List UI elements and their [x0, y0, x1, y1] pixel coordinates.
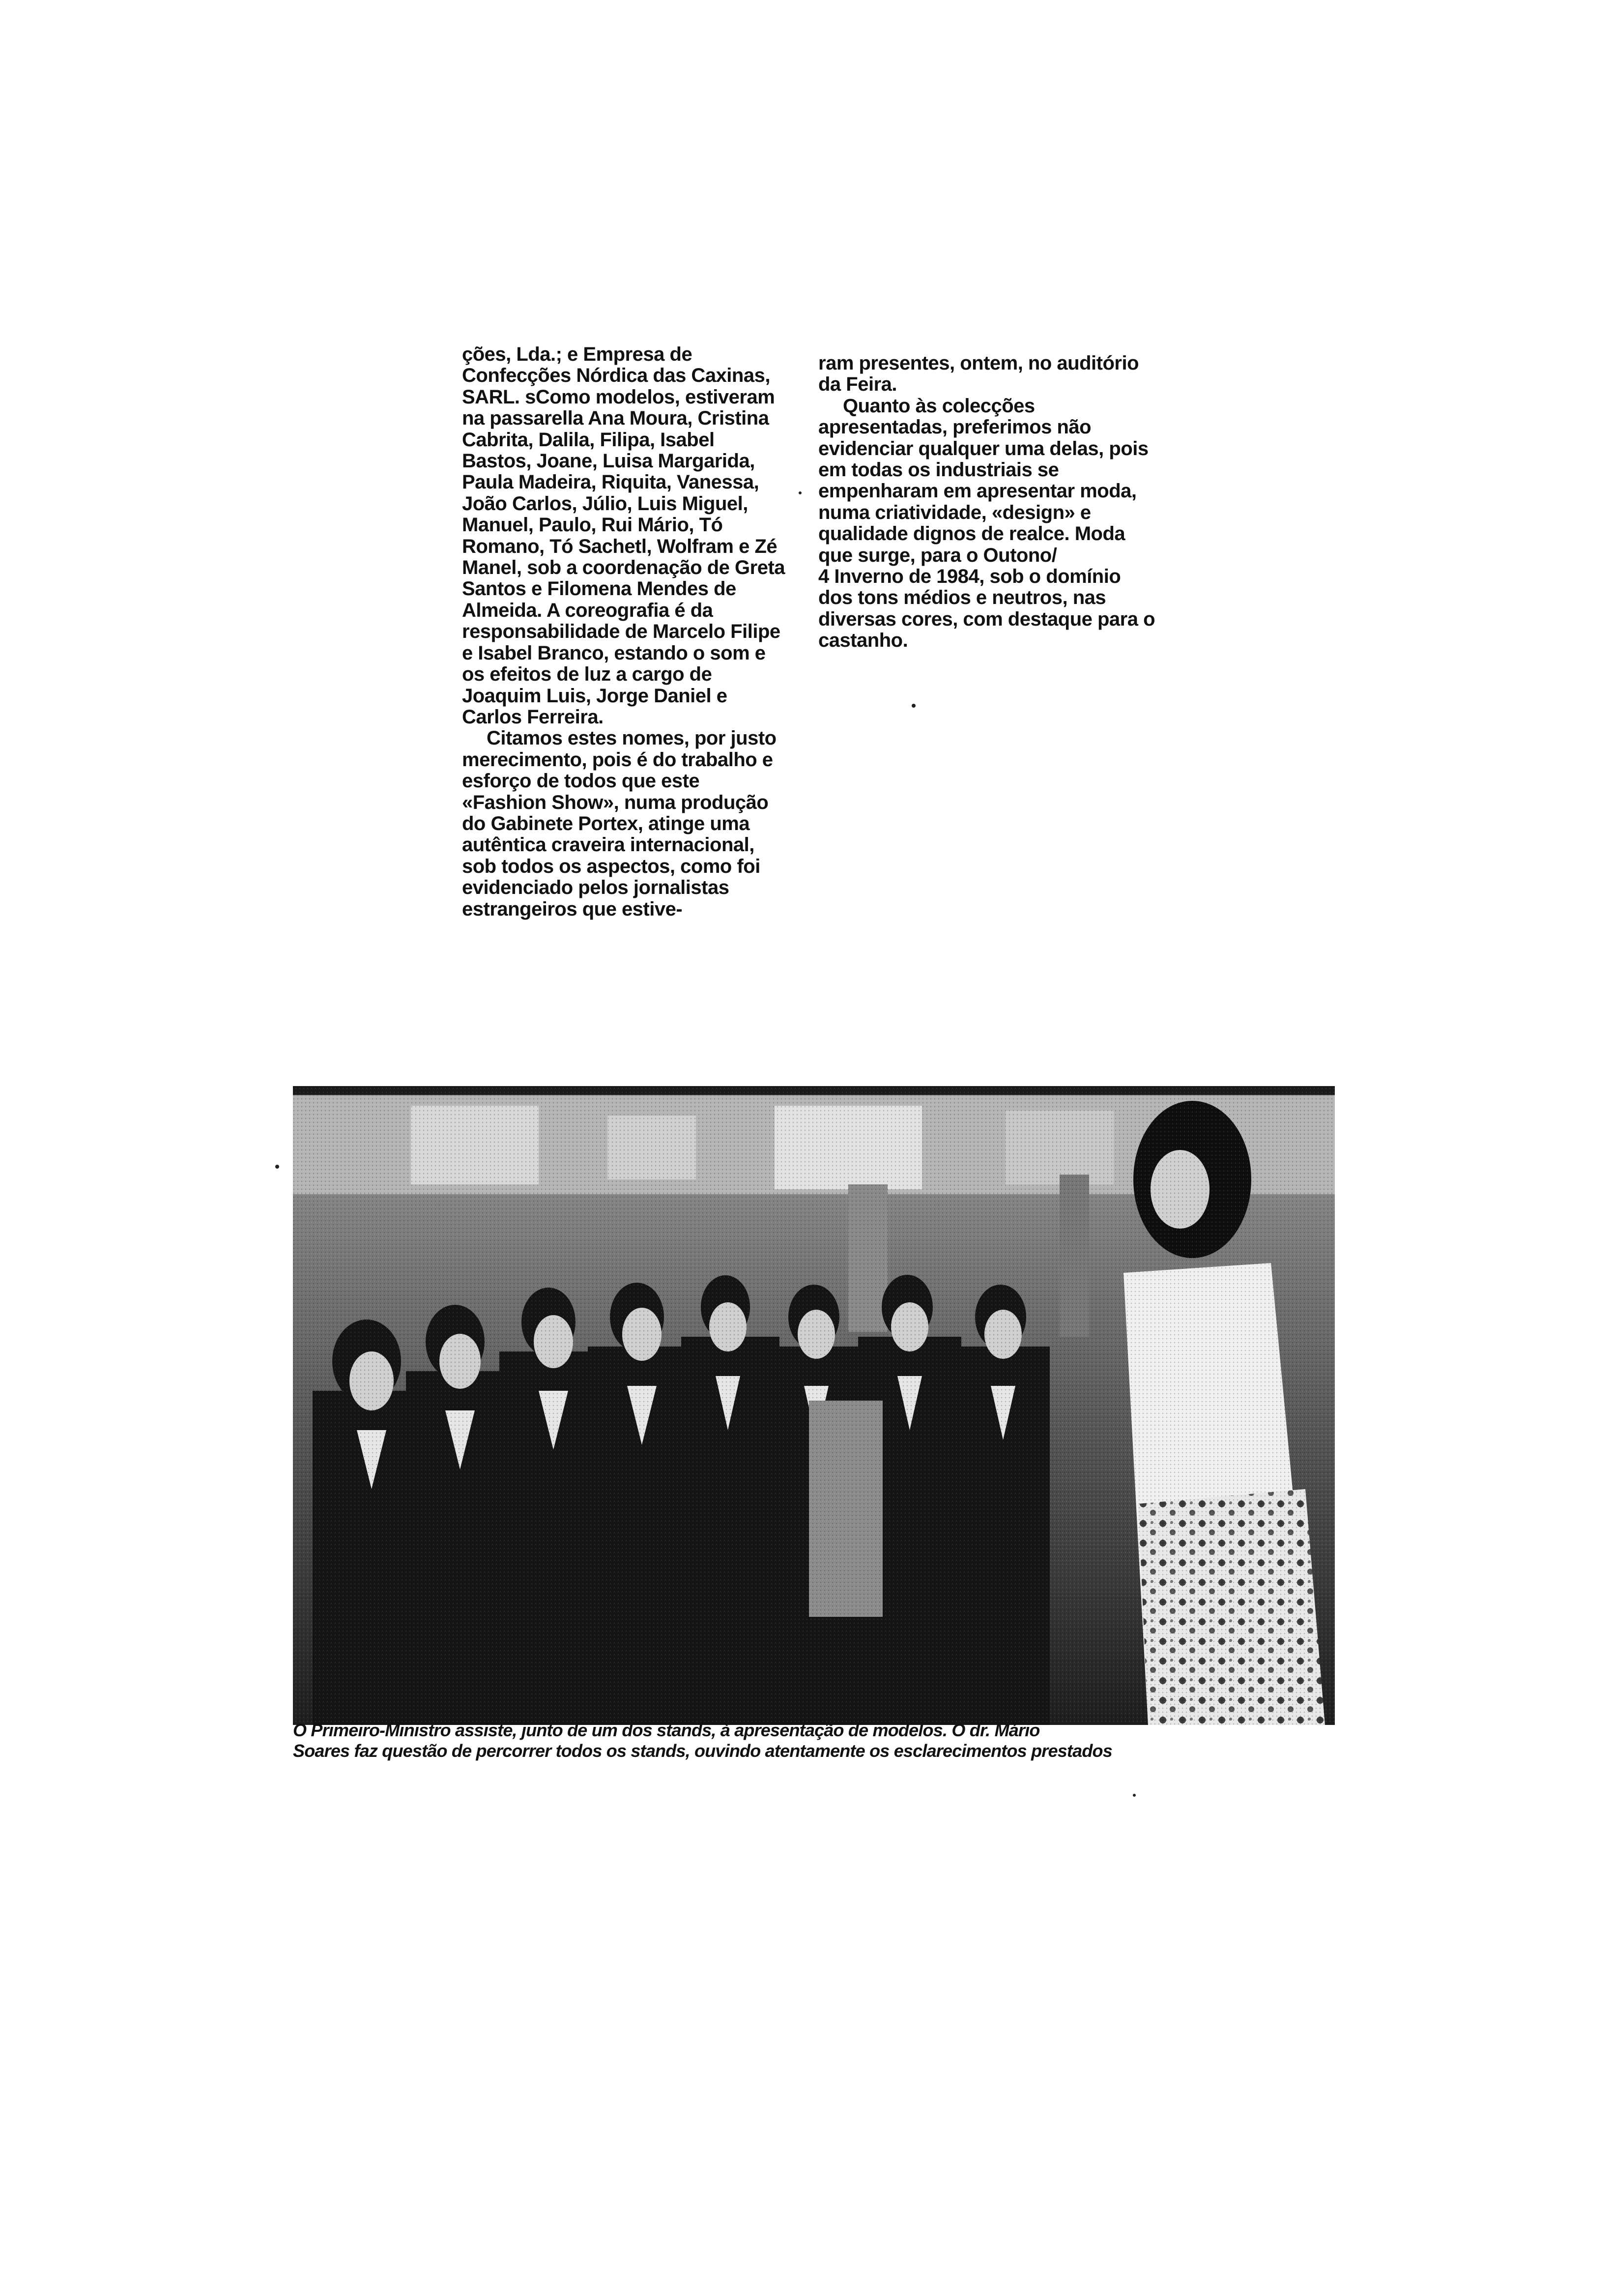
scan-speck — [1133, 1794, 1136, 1797]
news-photo — [293, 1086, 1335, 1725]
article-paragraph: Quanto às colecções apresentadas, preferimos não evidenciar qualquer uma delas, pois em todas os industriais se empenharam em apresentar moda, numa criatividade, «design» e qualidade dignos de realce. Moda que surge, para o Outono/ — [818, 395, 1149, 566]
caption-line: O Primeiro-Ministro assiste, junto de um dos stands, à apresentação de modelos. O dr. Mário — [293, 1720, 1040, 1740]
scan-speck — [799, 491, 802, 494]
photo-crowd-illustration — [293, 1086, 1335, 1725]
photo-caption — [293, 1720, 1340, 1761]
scan-speck — [912, 704, 916, 708]
article-right-column — [818, 353, 1157, 652]
article-paragraph: ram presentes, ontem, no auditório da Feira. — [818, 352, 1139, 396]
article-paragraph: ções, Lda.; e Empresa de Confecções Nórdica das Caxinas, SARL. sComo modelos, estiveram na passarella Ana Moura, Cristina Cabrita, Dalila, Filipa, Isabel Bastos, Joane, Luisa Margarida, Paula Madeira, Riquita, Vanessa, João Carlos, Júlio, Luis Miguel, Manuel, Paulo, Rui Mário, Tó Romano, Tó Sachetl, Wolfram e Zé Manel, sob a coordenação de Greta Santos e Filomena Mendes de Almeida. A coreografia é da responsabilidade de Marcelo Filipe e Isabel Branco, estando o som e os efeitos de luz a cargo de Joaquim Luis, Jorge Daniel e Carlos Ferreira. — [462, 344, 785, 728]
article-left-column — [462, 344, 786, 920]
article-paragraph: 4 Inverno de 1984, sob o domínio dos tons médios e neutros, nas diversas cores, com destaque para o castanho. — [818, 566, 1155, 652]
caption-line: Soares faz questão de percorrer todos os stands, ouvindo atentamente os esclarecimentos prestados — [293, 1741, 1112, 1761]
article-paragraph: Citamos estes nomes, por justo merecimento, pois é do trabalho e esforço de todos que este «Fashion Show», numa produção do Gabinete Portex, atinge uma autêntica craveira internacional, sob todos os aspectos, como foi evidenciado pelos jornalistas estrangeiros que estive- — [462, 727, 777, 920]
scan-speck — [275, 1165, 279, 1169]
